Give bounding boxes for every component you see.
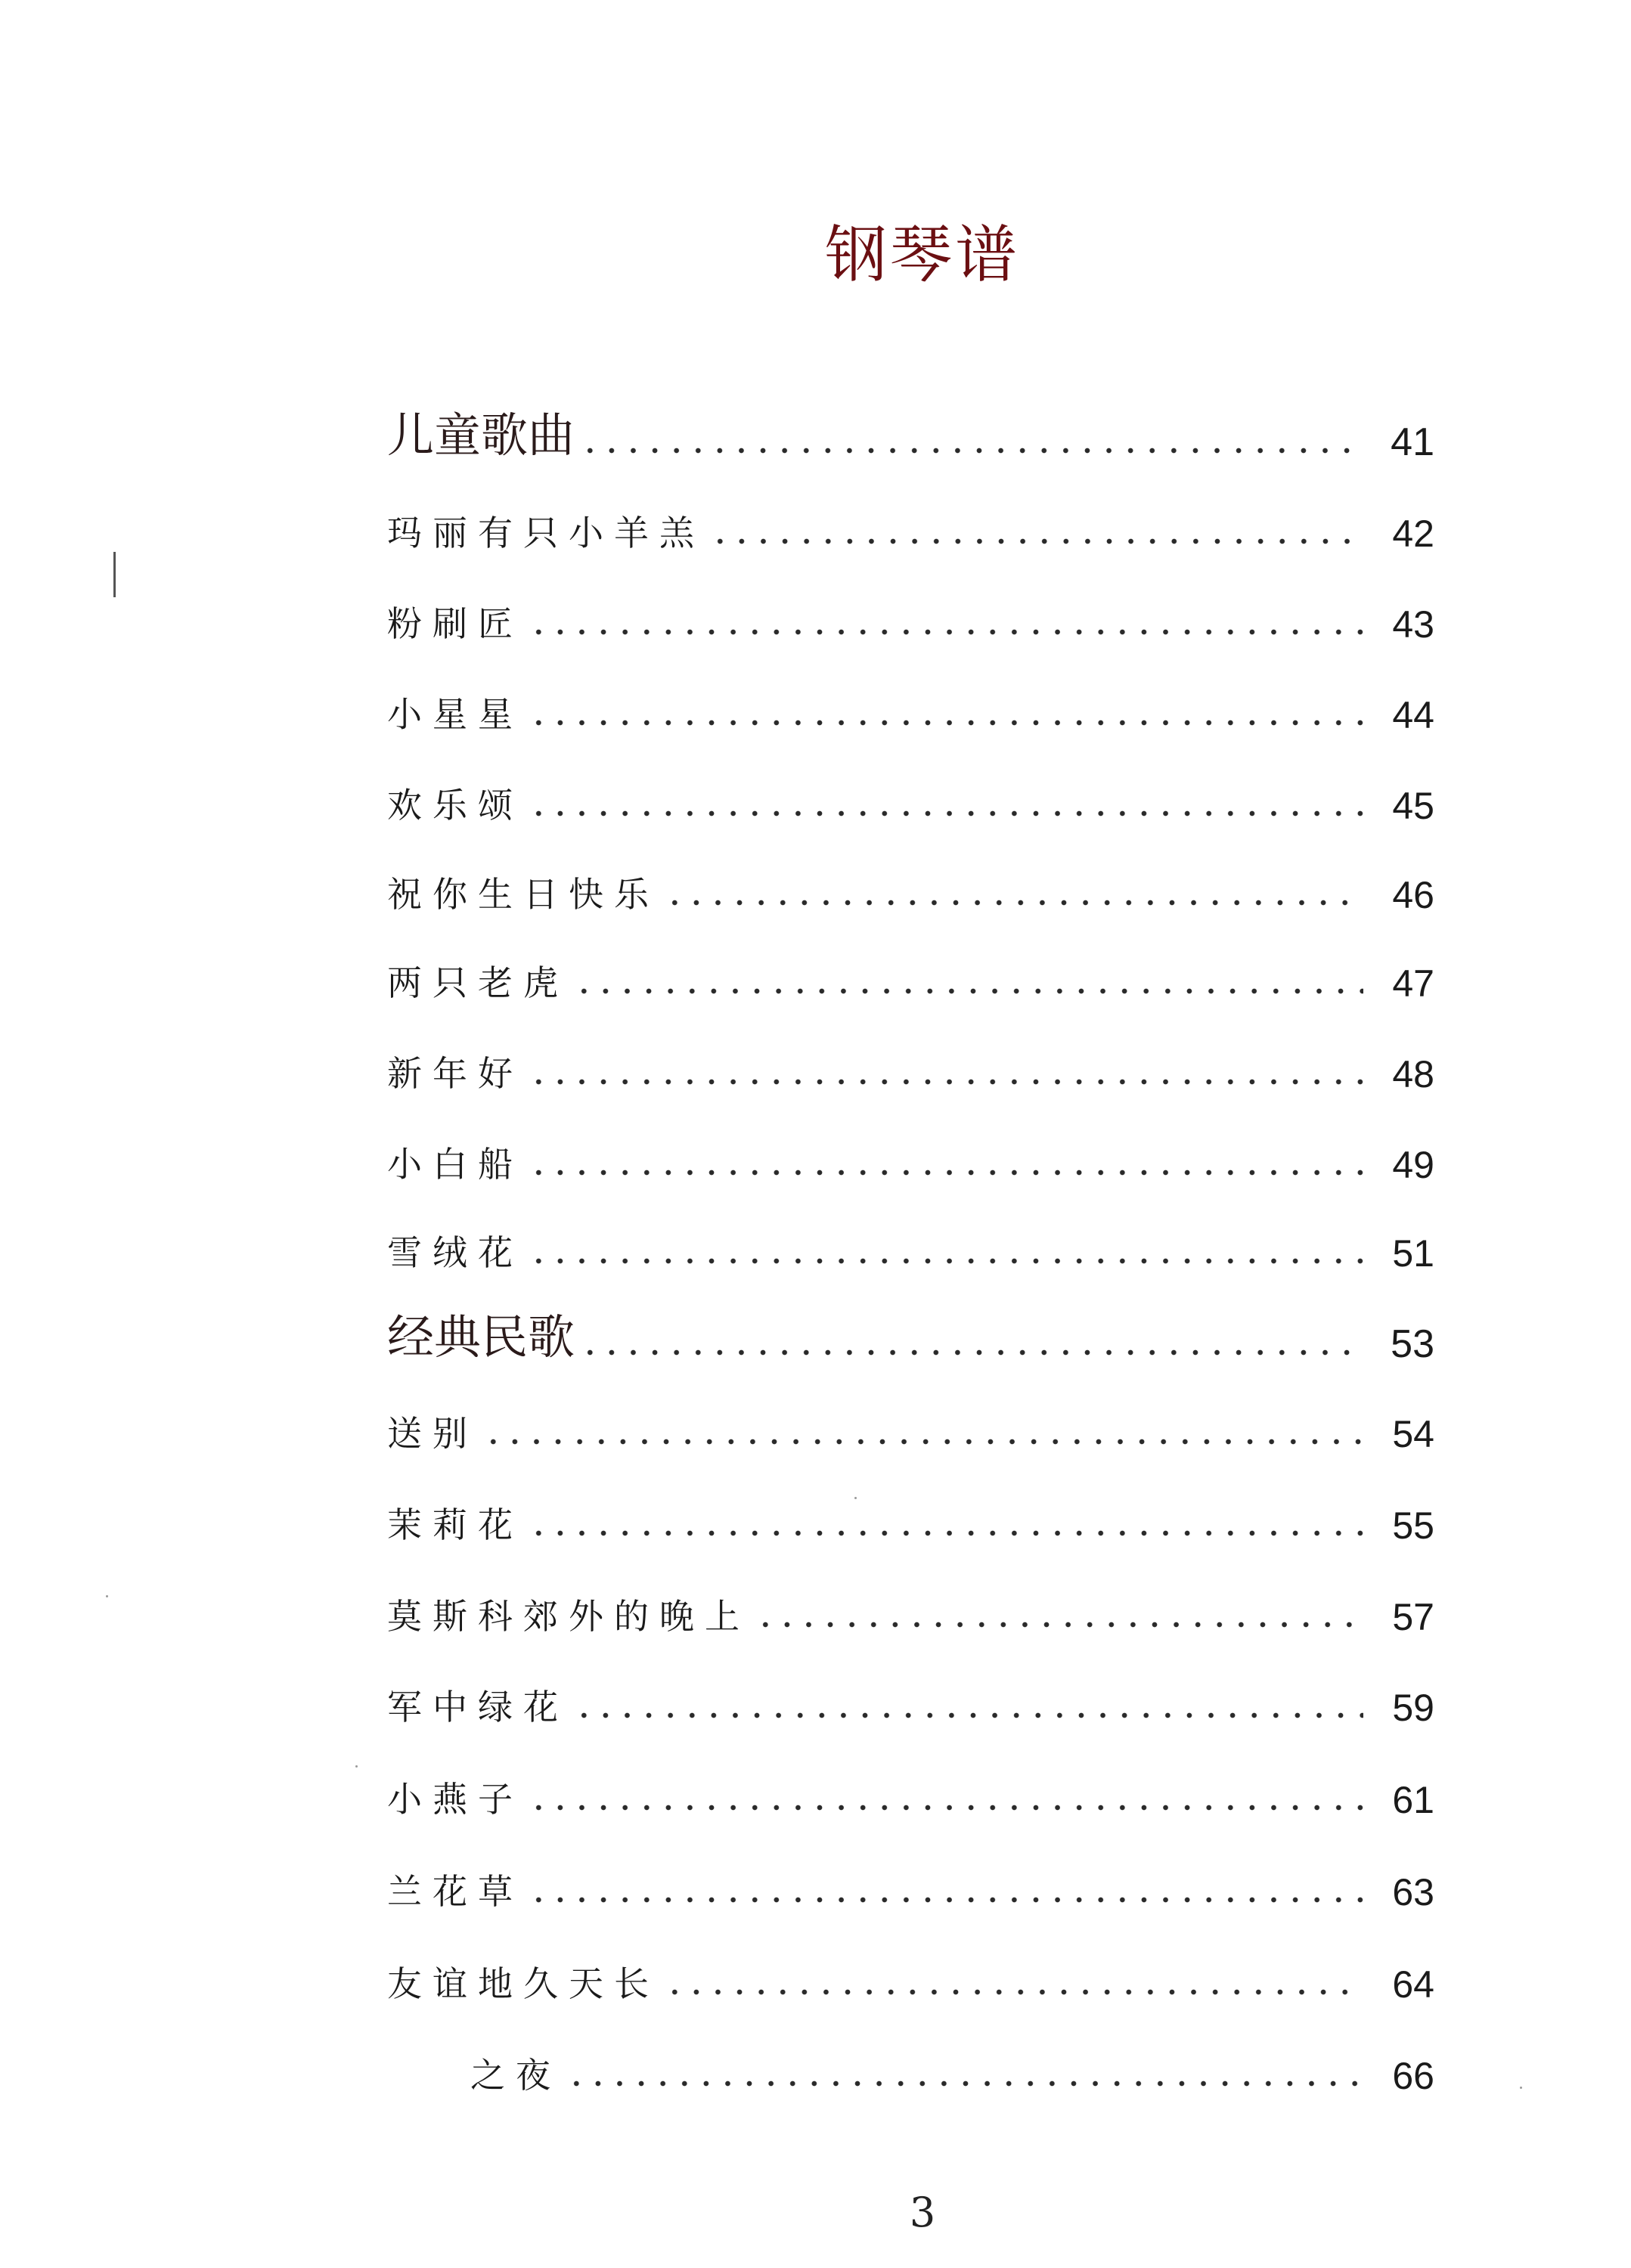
toc-section-heading	[387, 404, 1434, 465]
dot-leader	[573, 987, 1363, 995]
toc-entry-label: 粉刷匠	[387, 603, 523, 644]
toc-page-number: 44	[1392, 694, 1434, 736]
toc-entry-label: 友谊地久天长	[387, 1963, 659, 2004]
toc-page-number: 66	[1392, 2055, 1434, 2097]
toc-entry	[387, 767, 1434, 828]
toc-entry	[387, 1854, 1434, 1914]
scan-speck	[854, 1497, 857, 1499]
toc-entry-label: 兰花草	[387, 1871, 523, 1912]
toc-entry-label: 小星星	[387, 694, 523, 735]
dot-leader	[528, 719, 1363, 727]
dot-leader	[528, 628, 1363, 636]
toc-entry	[387, 677, 1434, 737]
page-number: 3	[909, 2189, 936, 2236]
toc-entry-label: 军中绿花	[387, 1687, 569, 1727]
toc-page-number: 43	[1392, 603, 1434, 646]
scan-margin-mark	[113, 552, 116, 597]
toc-section-heading	[387, 1306, 1434, 1367]
toc-page-number: 57	[1392, 1596, 1434, 1638]
toc-page-number: 59	[1392, 1687, 1434, 1729]
toc-page-number: 48	[1392, 1053, 1434, 1095]
toc-page-number: 54	[1392, 1413, 1434, 1455]
dot-leader	[573, 1712, 1363, 1719]
toc-entry-label: 莫斯科郊外的晚上	[387, 1596, 750, 1637]
toc-page-number: 61	[1392, 1779, 1434, 1821]
dot-leader	[528, 1169, 1363, 1176]
toc-entry	[387, 1669, 1434, 1730]
toc-entry	[387, 1215, 1434, 1275]
toc-entry	[387, 2037, 1434, 2098]
toc-entry	[387, 945, 1434, 1005]
dot-leader	[755, 1621, 1363, 1628]
toc-entry-label: 雪绒花	[387, 1232, 523, 1273]
toc-page-number: 45	[1392, 785, 1434, 827]
dot-leader	[528, 1804, 1363, 1811]
toc-page-number: 47	[1392, 962, 1434, 1005]
toc-entry-label: 茉莉花	[387, 1504, 523, 1545]
toc-page-number: 64	[1392, 1963, 1434, 2006]
toc-entry	[387, 495, 1434, 556]
toc-page-number: 41	[1391, 420, 1434, 464]
scan-speck	[106, 1595, 108, 1597]
toc-entry-label: 两只老虎	[387, 962, 569, 1003]
toc-entry	[387, 1036, 1434, 1096]
toc-entry	[387, 1761, 1434, 1822]
dot-leader	[482, 1438, 1363, 1445]
toc-entry-label: 送别	[387, 1413, 478, 1454]
dot-leader	[528, 1896, 1363, 1904]
toc-entry-label: 小燕子	[387, 1779, 523, 1820]
toc-page-number: 46	[1392, 874, 1434, 916]
toc-entry	[387, 1126, 1434, 1187]
dot-leader	[664, 1988, 1363, 1996]
page-title: 钢琴谱	[824, 219, 1020, 291]
toc-entry-label: 小白船	[387, 1144, 523, 1185]
toc-entry-label: 欢乐颂	[387, 785, 523, 826]
dot-leader	[566, 2080, 1363, 2087]
toc-page-number: 53	[1391, 1322, 1434, 1366]
dot-leader	[664, 899, 1363, 906]
dot-leader	[528, 1529, 1363, 1537]
toc-page-number: 49	[1392, 1144, 1434, 1186]
toc-entry	[387, 1946, 1434, 2006]
dot-leader	[579, 1349, 1363, 1356]
toc-section-label: 经典民歌	[387, 1309, 575, 1365]
toc-entry	[387, 586, 1434, 646]
toc-entry-label: 祝你生日快乐	[387, 874, 659, 915]
scan-speck	[355, 1765, 358, 1768]
dot-leader	[579, 447, 1363, 454]
scan-speck	[1520, 2087, 1522, 2089]
toc-page-number: 55	[1392, 1504, 1434, 1547]
toc-entry	[387, 857, 1434, 917]
toc-entry	[387, 1487, 1434, 1548]
dot-leader	[528, 1078, 1363, 1086]
dot-leader	[709, 538, 1363, 545]
toc-entry-label: 之夜	[470, 2055, 561, 2096]
toc-entry-label: 新年好	[387, 1053, 523, 1094]
toc-entry	[387, 1396, 1434, 1456]
toc-section-label: 儿童歌曲	[387, 407, 575, 463]
toc-entry	[387, 1579, 1434, 1639]
toc-page-number: 42	[1392, 513, 1434, 555]
dot-leader	[528, 810, 1363, 817]
toc-page-number: 51	[1392, 1232, 1434, 1275]
dot-leader	[528, 1257, 1363, 1265]
toc-entry-label: 玛丽有只小羊羔	[387, 513, 705, 553]
toc-page-number: 63	[1392, 1871, 1434, 1913]
